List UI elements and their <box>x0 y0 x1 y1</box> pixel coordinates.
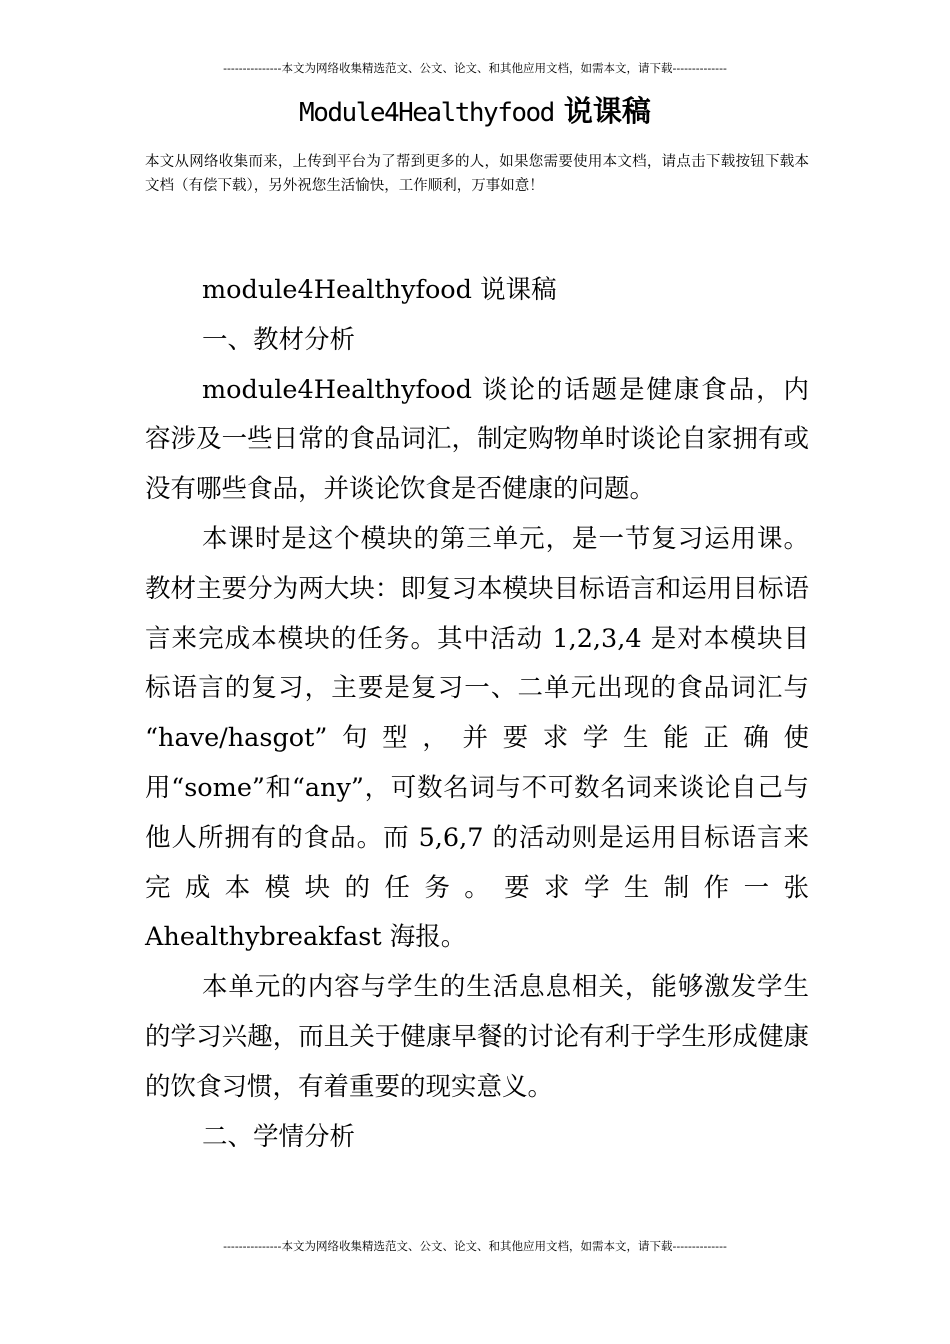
footer-banner: ---------------本文为网络收集精选范文、公文、论文、和其他应用文档，如需本文，请下载-------------- <box>223 1239 727 1253</box>
paragraph: 本单元的内容与学生的生活息息相关，能够激发学生的学习兴趣，而且关于健康早餐的讨论有利于学生形成健康的饮食习惯，有着重要的现实意义。 <box>145 972 809 1102</box>
section-heading-textbook-analysis: 一、教材分析 <box>202 324 356 355</box>
download-notice: 本文从网络收集而来，上传到平台为了帮到更多的人，如果您需要使用本文档，请点击下载按钮下载本文档（有偿下载），另外祝您生活愉快，工作顺利，万事如意！ <box>145 154 809 194</box>
paragraph: module4Healthyfood 谈论的话题是健康食品，内容涉及一些日常的食品词汇，制定购物单时谈论自家拥有或没有哪些食品，并谈论饮食是否健康的问题。 <box>145 374 809 505</box>
title-latin: Module4Healthyfood <box>299 98 554 128</box>
paragraph: 本课时是这个模块的第三单元，是一节复习运用课。教材主要分为两大块：即复习本模块目标语言和运用目标语言来完成本模块的任务。其中活动 1,2,3,4 是对本模块目标语言的复习，主要是复习一、二单元出现的食品词汇与 “have/hasgot”句型，并要求学生能正确使用“some”和“any”，可数名词与不可数名词来谈论自己与他人所拥有的食品。而 5,6,7 的活动则是运用目标语言来完成本模块的任务。要求学生制作一张 Ahealthybreakfast 海报。 <box>145 523 809 953</box>
document-body <box>145 266 809 1162</box>
paragraph-subtitle: module4Healthyfood 说课稿 <box>202 275 557 305</box>
section-heading-student-analysis: 二、学情分析 <box>202 1121 356 1152</box>
document-title <box>0 90 950 134</box>
header-banner: ---------------本文为网络收集精选范文、公文、论文、和其他应用文档，如需本文，请下载-------------- <box>223 61 727 75</box>
title-chinese: 说课稿 <box>563 94 651 128</box>
